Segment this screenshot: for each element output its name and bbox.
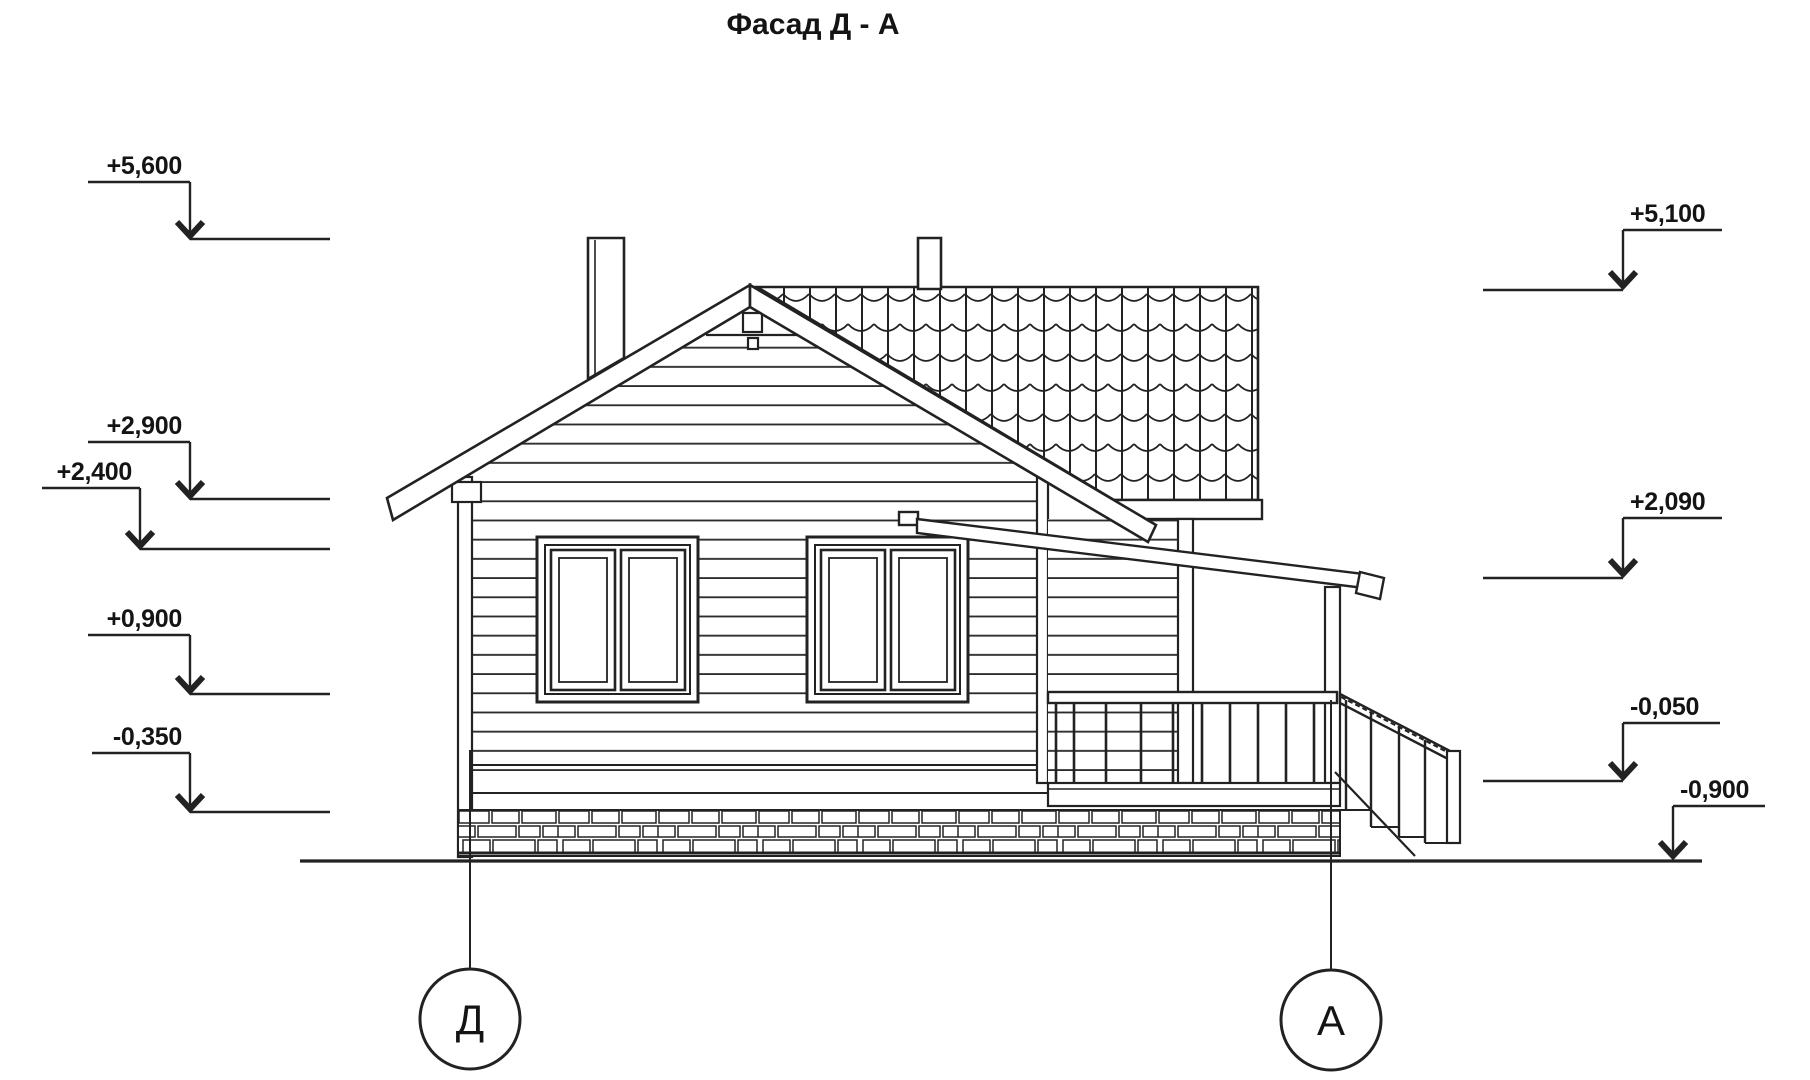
window-1 (537, 537, 698, 702)
drawing-title: Фасад Д - А (726, 8, 900, 41)
elevation-marker-right-5100 (1483, 230, 1722, 290)
corner-board-right (1037, 474, 1048, 783)
elevation-label: +0,900 (106, 605, 182, 633)
elevation-label: +2,090 (1630, 488, 1706, 516)
stair-handrail (1340, 694, 1450, 760)
porch-post-right (1325, 587, 1340, 783)
elevation-label: +2,900 (106, 412, 182, 440)
stair-end-post (1447, 751, 1460, 843)
porch-stairs (1335, 694, 1460, 856)
elevation-marker-labels-left (57, 152, 182, 751)
chimney-right (918, 238, 941, 289)
elevation-markers-left (42, 182, 330, 812)
elevation-markers-right (1483, 230, 1765, 856)
elevation-marker-labels-right (1630, 200, 1749, 804)
stair-stringer (1335, 772, 1415, 856)
beam-wall-bracket (899, 512, 918, 525)
eave-beam-end-left (452, 482, 481, 502)
stone-foundation (458, 810, 1340, 856)
elevation-marker-right-neg0900 (1660, 806, 1765, 856)
elevation-marker-left-5600 (88, 182, 330, 239)
elevation-label: +5,100 (1630, 200, 1706, 228)
elevation-label: -0,350 (112, 723, 182, 751)
elevation-marker-right-neg0050 (1483, 723, 1720, 781)
axis-letter-a: А (1316, 997, 1346, 1044)
window-2 (807, 537, 968, 702)
elevation-marker-left-0900 (88, 635, 330, 694)
chimney-left (588, 238, 624, 379)
house-elevation (300, 238, 1702, 861)
elevation-label: -0,050 (1630, 693, 1700, 721)
elevation-label: +5,600 (106, 152, 182, 180)
elevation-marker-left-neg0350 (92, 753, 330, 812)
railing-top-rail (1048, 692, 1337, 703)
axis-bubble-d (420, 969, 520, 1069)
beam-end-cap (1356, 572, 1384, 599)
elevation-label: +2,400 (56, 458, 132, 486)
axis-letter-d: Д (455, 996, 485, 1043)
porch-deck-band (1048, 783, 1340, 806)
elevation-marker-right-2090 (1483, 518, 1722, 578)
axis-bubble-a (1281, 970, 1381, 1070)
elevation-marker-left-2400 (42, 488, 330, 549)
elevation-label: -0,900 (1680, 776, 1750, 804)
